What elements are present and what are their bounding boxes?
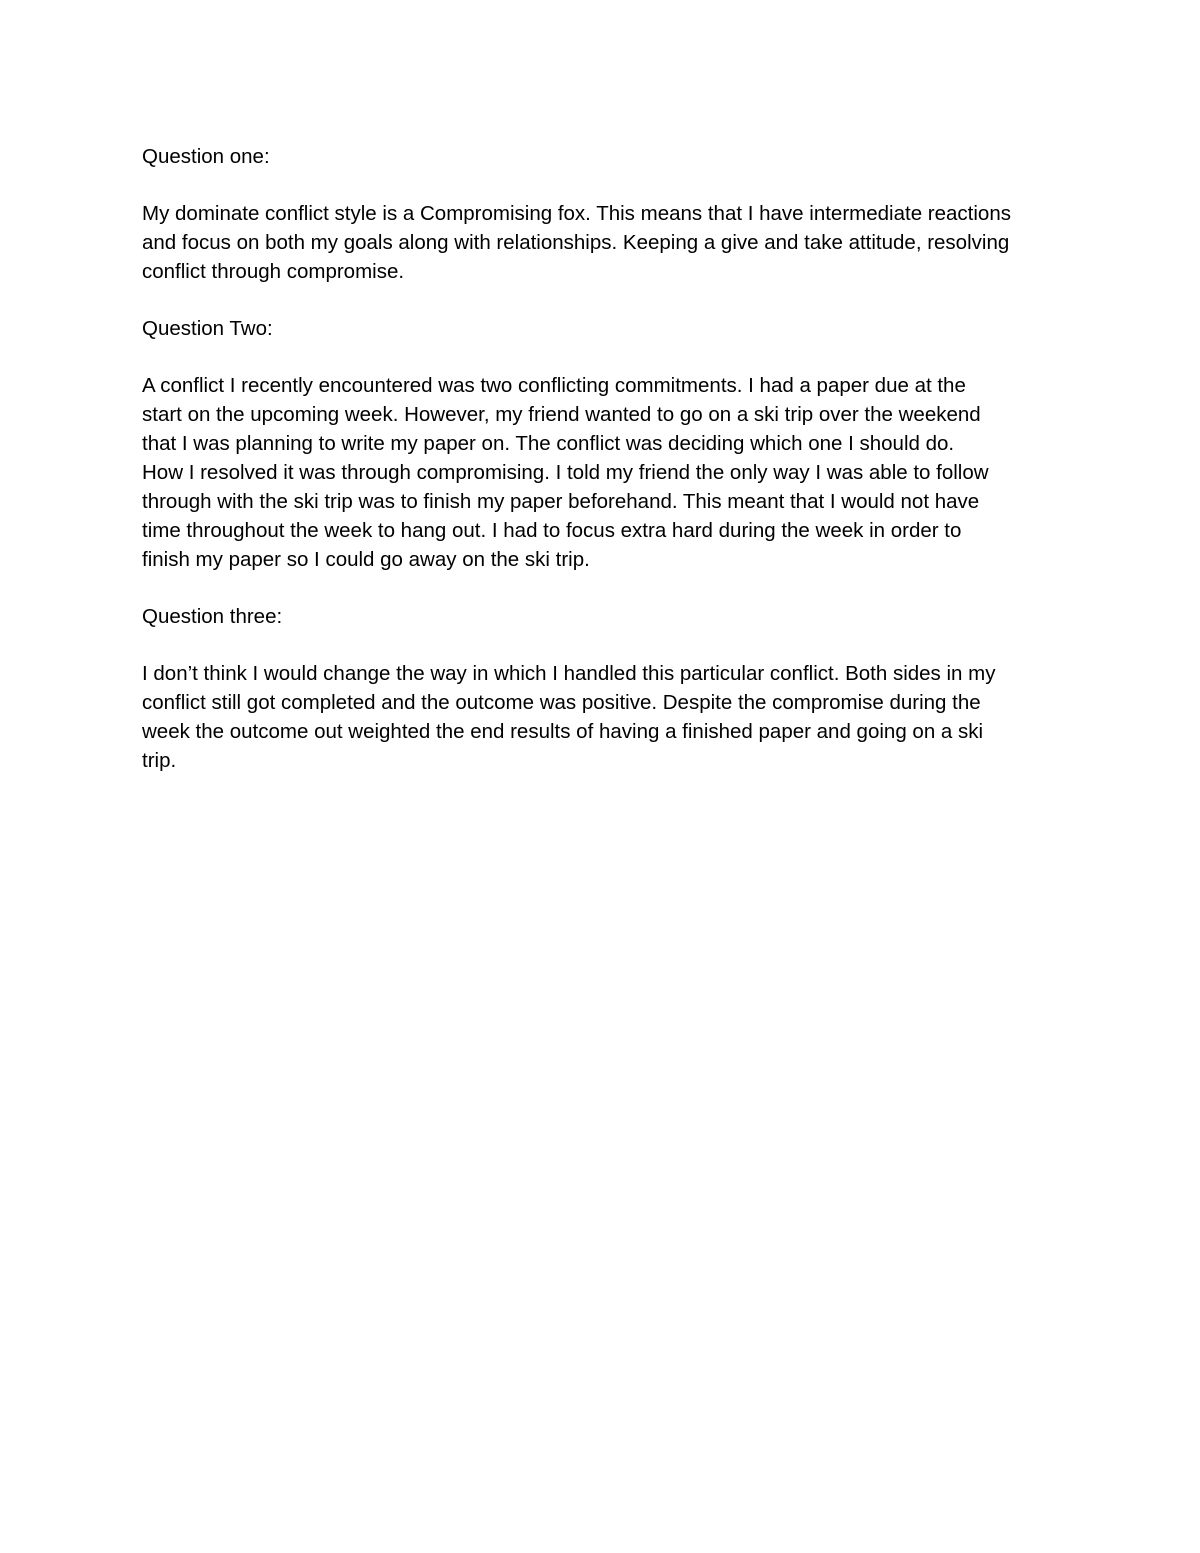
answer-line: start on the upcoming week. However, my friend wanted to go on a ski trip over the weekend [142,403,981,426]
question-two-answer [142,371,1062,574]
question-two-heading: Question Two: [142,317,273,340]
answer-line: conflict through compromise. [142,260,405,283]
answer-line: through with the ski trip was to finish my paper beforehand. This meant that I would not have [142,490,980,513]
answer-line: time throughout the week to hang out. I had to focus extra hard during the week in order to [142,519,962,542]
document-body [142,142,1062,803]
answer-line: I don’t think I would change the way in which I handled this particular conflict. Both sides in my [142,662,996,685]
question-three-heading: Question three: [142,605,283,628]
answer-line: My dominate conflict style is a Compromising fox. This means that I have intermediate reactions [142,202,1011,225]
answer-line: that I was planning to write my paper on. The conflict was deciding which one I should do. [142,432,955,455]
answer-line: conflict still got completed and the outcome was positive. Despite the compromise during the [142,691,981,714]
answer-line: A conflict I recently encountered was two conflicting commitments. I had a paper due at the [142,374,966,397]
answer-line: finish my paper so I could go away on the ski trip. [142,548,590,571]
question-one-heading: Question one: [142,145,270,168]
question-three-answer [142,659,1062,775]
answer-line: week the outcome out weighted the end results of having a finished paper and going on a ski [142,720,984,743]
answer-line: trip. [142,749,177,772]
answer-line: How I resolved it was through compromising. I told my friend the only way I was able to follow [142,461,989,484]
question-one-answer [142,199,1062,286]
answer-line: and focus on both my goals along with relationships. Keeping a give and take attitude, resolving [142,231,1010,254]
